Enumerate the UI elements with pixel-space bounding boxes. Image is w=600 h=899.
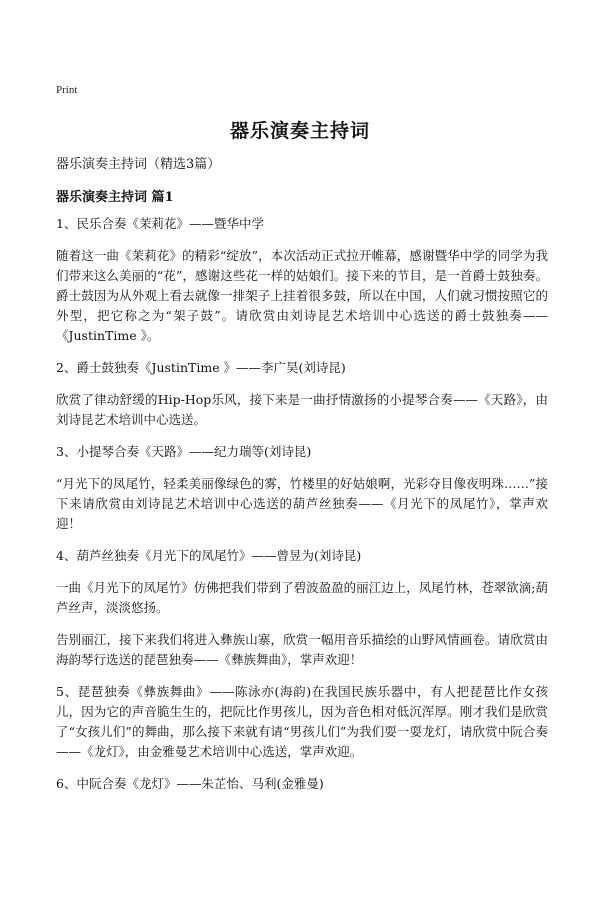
host-script-paragraph: “月光下的凤尾竹，轻柔美丽像绿色的雾，竹楼里的好姑娘啊，光彩夺目像夜明珠……”接下来请欣赏由刘诗昆艺术培训中心选送的葫芦丝独奏——《月光下的凤尾竹》，掌声欢迎！ [56, 476, 548, 531]
host-script-paragraph: 告别丽江，接下来我们将进入彝族山寨，欣赏一幅用音乐描绘的山野风情画卷。请欣赏由海韵琴行选送的琵琶独奏——《彝族舞曲》，掌声欢迎！ [56, 632, 548, 667]
document-subtitle: 器乐演奏主持词（精选3篇） [56, 157, 221, 172]
program-item-6-title: 6、中阮合奏《龙灯》——朱芷怡、马利(金雅曼) [56, 776, 324, 791]
program-item-4-title: 4、葫芦丝独奏《月光下的凤尾竹》——曾昱为(刘诗昆) [56, 548, 362, 563]
host-script-paragraph: 随着这一曲《茉莉花》的精彩“绽放”，本次活动正式拉开帷幕，感谢暨华中学的同学为我们带来这么美丽的“花”，感谢这些花一样的姑娘们。接下来的节目，是一首爵士鼓独奏。爵士鼓因为从外观上看去就像一排架子上挂着很多鼓，所以在中国，人们就习惯按照它的外型，把它称之为“架子鼓”。请欣赏由刘诗昆艺术培训中心选送的爵士鼓独奏——《JustinTime 》。 [56, 248, 548, 343]
program-item-5-paragraph: 5、琵琶独奏《彝族舞曲》——陈泳亦(海韵)在我国民族乐器中，有人把琵琶比作女孩儿，因为它的声音脆生生的，把阮比作男孩儿，因为音色相对低沉浑厚。刚才我们是欣赏了“女孩儿们”的舞曲，那么接下来就有请“男孩儿们”为我们耍一耍龙灯，请欣赏中阮合奏——《龙灯》，由金雅曼艺术培训中心选送，掌声欢迎。 [56, 684, 548, 759]
program-item-2-title: 2、爵士鼓独奏《JustinTime 》——李广昊(刘诗昆) [56, 360, 346, 375]
host-script-paragraph: 欣赏了律动舒缓的Hip-Hop乐风，接下来是一曲抒情激扬的小提琴合奏——《天路》，由刘诗昆艺术培训中心选送。 [56, 392, 548, 427]
host-script-paragraph: 一曲《月光下的凤尾竹》仿佛把我们带到了碧波盈盈的丽江边上，凤尾竹林，苍翠欲滴;葫芦丝声，淡淡悠扬。 [56, 580, 548, 615]
program-item-1-title: 1、民乐合奏《茉莉花》——暨华中学 [56, 216, 264, 231]
document-body [56, 214, 548, 806]
page-title: 器乐演奏主持词 [229, 120, 370, 142]
program-item-3-title: 3、小提琴合奏《天路》——纪力瑞等(刘诗昆) [56, 444, 312, 459]
print-label: Print [56, 84, 78, 96]
section-heading: 器乐演奏主持词 篇1 [56, 190, 174, 205]
